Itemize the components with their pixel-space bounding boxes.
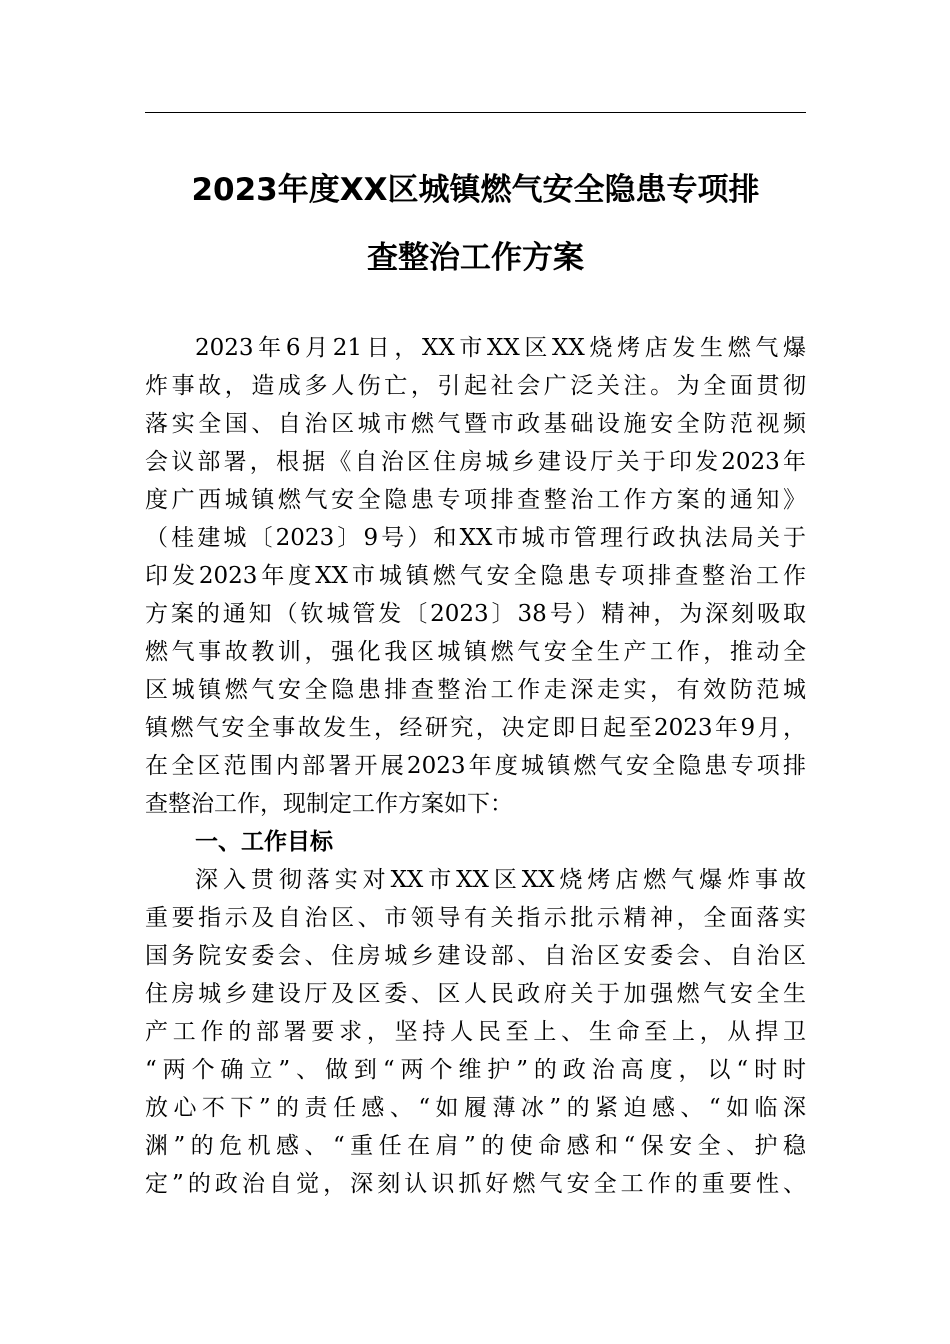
paragraph-1-line: 炸事故，造成多人伤亡，引起社会广泛关注。为全面贯彻 [145,373,806,399]
paragraph-2-line: 产工作的部署要求，坚持人民至上、生命至上，从捍卫 [145,1019,806,1045]
paragraph-1-line: （桂建城〔2023〕9号）和XX市城市管理行政执法局关于 [145,525,806,551]
paragraph-1-line: 区城镇燃气安全隐患排查整治工作走深走实，有效防范城 [145,677,806,703]
header-rule [145,112,806,113]
paragraph-1-line: 会议部署，根据《自治区住房城乡建设厅关于印发2023年 [145,449,806,475]
paragraph-1-line: 查整治工作，现制定工作方案如下： [145,791,513,817]
document-title-line-1: 2023年度XX区城镇燃气安全隐患专项排 [191,172,760,208]
paragraph-1-line: 落实全国、自治区城市燃气暨市政基础设施安全防范视频 [145,411,806,437]
section-heading: 一、工作目标 [195,829,333,855]
paragraph-1-line: 在全区范围内部署开展2023年度城镇燃气安全隐患专项排 [145,753,806,779]
paragraph-2-line: “两个确立”、做到“两个维护”的政治高度，以“时时 [145,1057,806,1083]
document-title-line-2: 查整治工作方案 [367,240,584,276]
paragraph-1-line: 镇燃气安全事故发生，经研究，决定即日起至2023年9月， [145,715,806,741]
paragraph-1-line: 方案的通知（钦城管发〔2023〕38号）精神，为深刻吸取 [145,601,806,627]
paragraph-2-line: 国务院安委会、住房城乡建设部、自治区安委会、自治区 [145,943,806,969]
paragraph-2-line: 深入贯彻落实对XX市XX区XX烧烤店燃气爆炸事故 [195,867,806,893]
paragraph-2-line: 渊”的危机感、“重任在肩”的使命感和“保安全、护稳 [145,1133,806,1159]
paragraph-1-line: 印发2023年度XX市城镇燃气安全隐患专项排查整治工作 [145,563,806,589]
paragraph-1-line: 燃气事故教训，强化我区城镇燃气安全生产工作，推动全 [145,639,806,665]
paragraph-2-line: 重要指示及自治区、市领导有关指示批示精神，全面落实 [145,905,806,931]
paragraph-2-line: 放心不下”的责任感、“如履薄冰”的紧迫感、“如临深 [145,1095,806,1121]
paragraph-2-line: 定”的政治自觉，深刻认识抓好燃气安全工作的重要性、 [145,1171,806,1197]
paragraph-1-line: 度广西城镇燃气安全隐患专项排查整治工作方案的通知》 [145,487,806,513]
paragraph-2-line: 住房城乡建设厅及区委、区人民政府关于加强燃气安全生 [145,981,806,1007]
paragraph-1-line: 2023年6月21日，XX市XX区XX烧烤店发生燃气爆 [195,335,806,361]
